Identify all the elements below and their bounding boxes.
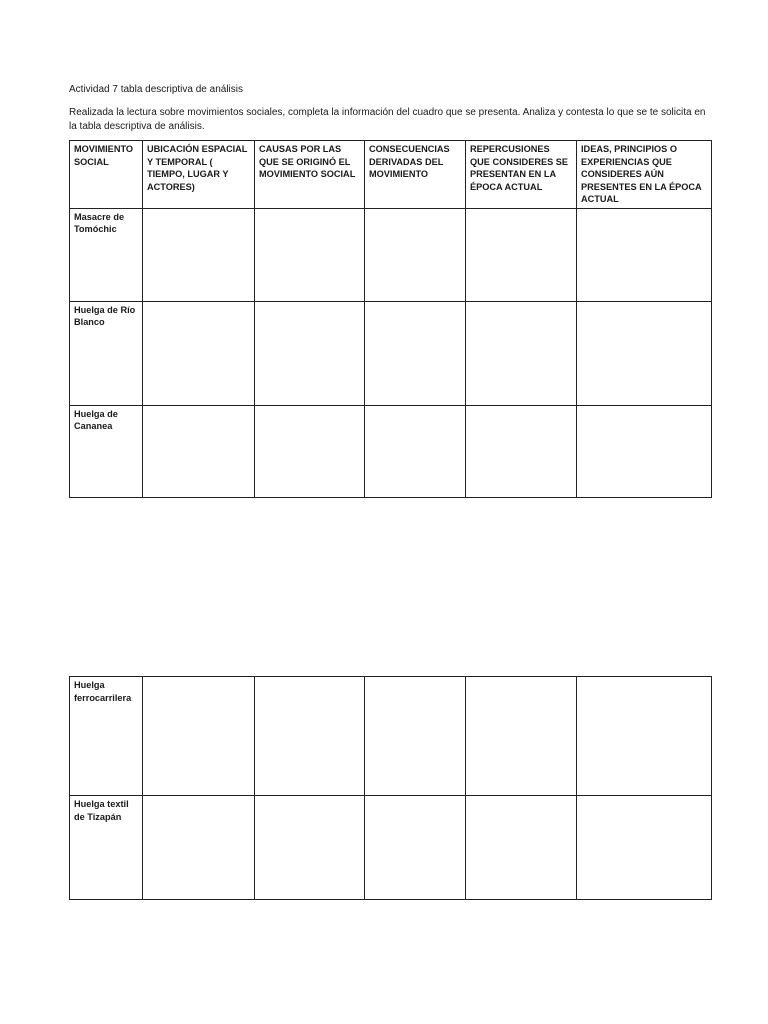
- answer-cell[interactable]: [255, 405, 365, 497]
- table-row: [70, 405, 712, 497]
- answer-cell[interactable]: [365, 677, 466, 796]
- answer-cell[interactable]: [143, 301, 255, 405]
- answer-cell[interactable]: [365, 301, 466, 405]
- table-row: [70, 677, 712, 796]
- instructions-paragraph: Realizada la lectura sobre movimientos sociales, completa la información del cuadro que se presenta. Analiza y contesta lo que se te solicita en la tabla descriptiva de análisis.: [69, 107, 706, 132]
- document-title: Actividad 7 tabla descriptiva de análisis: [69, 84, 243, 95]
- header-repercusiones: REPERCUSIONES QUE CONSIDERES SE PRESENTAN EN LA ÉPOCA ACTUAL: [466, 141, 577, 209]
- answer-cell[interactable]: [255, 301, 365, 405]
- row-label-cananea: Huelga de Cananea: [70, 405, 143, 497]
- answer-cell[interactable]: [577, 677, 712, 796]
- answer-cell[interactable]: [466, 677, 577, 796]
- header-causas: CAUSAS POR LAS QUE SE ORIGINÓ EL MOVIMIENTO SOCIAL: [255, 141, 365, 209]
- table-row: [70, 208, 712, 301]
- answer-cell[interactable]: [143, 677, 255, 796]
- row-label-tomochic: Masacre de Tomóchic: [70, 208, 143, 301]
- analysis-table-continued: [69, 676, 712, 900]
- table-row: [70, 796, 712, 900]
- answer-cell[interactable]: [365, 796, 466, 900]
- row-label-tizapan: Huelga textil de Tizapán: [70, 796, 143, 900]
- answer-cell[interactable]: [466, 301, 577, 405]
- answer-cell[interactable]: [143, 208, 255, 301]
- analysis-table: [69, 140, 712, 498]
- answer-cell[interactable]: [466, 796, 577, 900]
- answer-cell[interactable]: [365, 208, 466, 301]
- header-consecuencias: CONSECUENCIAS DERIVADAS DEL MOVIMIENTO: [365, 141, 466, 209]
- row-label-ferrocarrilera: Huelga ferrocarrilera: [70, 677, 143, 796]
- answer-cell[interactable]: [143, 796, 255, 900]
- answer-cell[interactable]: [365, 405, 466, 497]
- table-header-row: [70, 141, 712, 209]
- answer-cell[interactable]: [255, 208, 365, 301]
- answer-cell[interactable]: [255, 796, 365, 900]
- table-row: [70, 301, 712, 405]
- row-label-rio-blanco: Huelga de Río Blanco: [70, 301, 143, 405]
- header-movimiento-social: MOVIMIENTO SOCIAL: [70, 141, 143, 209]
- answer-cell[interactable]: [577, 208, 712, 301]
- answer-cell[interactable]: [143, 405, 255, 497]
- header-ubicacion: UBICACIÓN ESPACIAL Y TEMPORAL ( TIEMPO, LUGAR Y ACTORES): [143, 141, 255, 209]
- answer-cell[interactable]: [577, 405, 712, 497]
- answer-cell[interactable]: [577, 796, 712, 900]
- answer-cell[interactable]: [577, 301, 712, 405]
- answer-cell[interactable]: [255, 677, 365, 796]
- answer-cell[interactable]: [466, 208, 577, 301]
- answer-cell[interactable]: [466, 405, 577, 497]
- header-ideas: IDEAS, PRINCIPIOS O EXPERIENCIAS QUE CONSIDERES AÚN PRESENTES EN LA ÉPOCA ACTUAL: [577, 141, 712, 209]
